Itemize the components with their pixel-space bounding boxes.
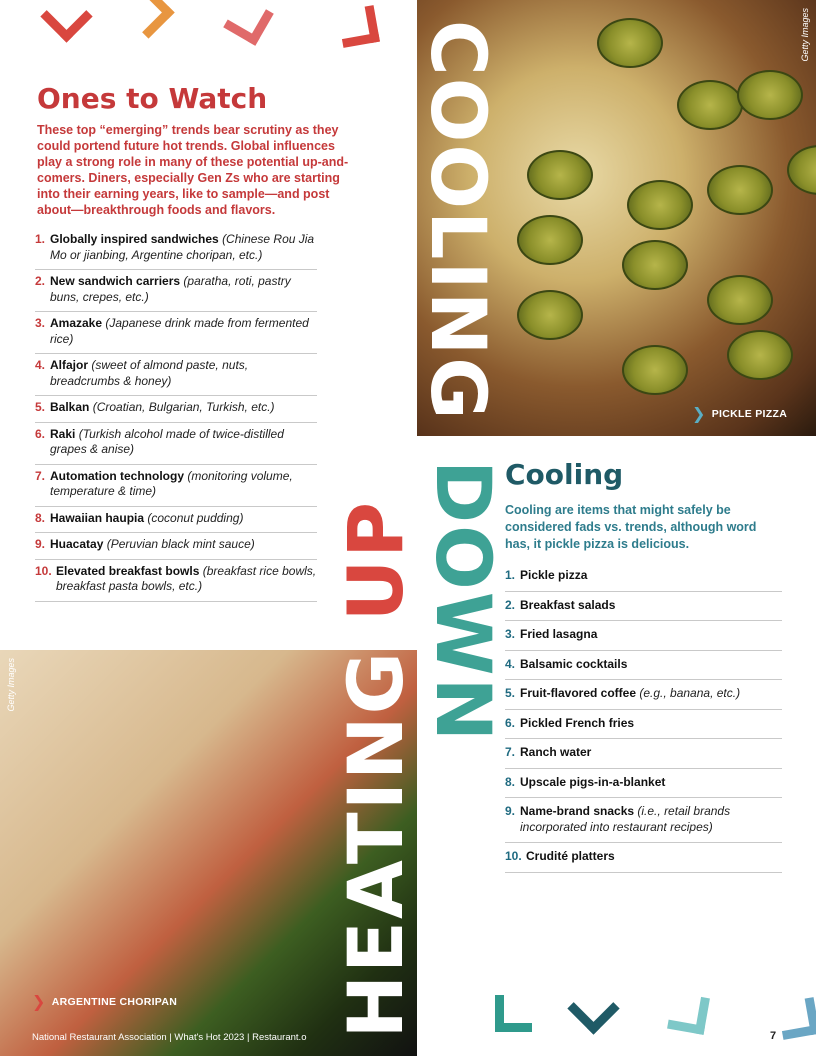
decor-chevron-red-2 (337, 5, 380, 48)
word-cooling: COOLING (414, 20, 503, 422)
list-item: 1. Pickle pizza (505, 562, 782, 592)
list-item: 8. Hawaiian haupia (coconut pudding) (35, 507, 317, 534)
cooling-intro: Cooling are items that might safely be considered fads vs. trends, although word has, it pickle pizza is delicious. (505, 503, 757, 551)
list-item: 3. Fried lasagna (505, 621, 782, 651)
decor-chevron-pink (223, 0, 274, 46)
chevron-right-icon: ❯ (692, 406, 706, 423)
list-item: 1. Globally inspired sandwiches (Chinese Rou Jia Mo or jianbing, Argentine choripan, etc.) (35, 228, 317, 270)
list-item: 6. Raki (Turkish alcohol made of twice-distilled grapes & anise) (35, 423, 317, 465)
cooling-list (505, 562, 782, 873)
ones-to-watch-intro: These top “emerging” trends bear scrutiny as they could portend future hot trends. Global influences play a strong role in many of these potential up-and-comers. Diners, especially Gen Zs who are starting into their earning years, like to sample—and post about—breakthrough foods and flavors. (37, 123, 349, 217)
decor-chevron-light-teal (667, 992, 710, 1035)
decor-chevron-blue (777, 997, 816, 1040)
list-item: 10. Elevated breakfast bowls (breakfast rice bowls, breakfast pasta bowls, etc.) (35, 560, 317, 602)
sandwich-caption-text: ARGENTINE CHORIPAN (51, 995, 178, 1008)
decor-chevron-red (40, 0, 92, 43)
cooling-title: Cooling (505, 458, 624, 491)
word-down: DOWN (419, 460, 508, 744)
list-item: 5. Fruit-flavored coffee (e.g., banana, etc.) (505, 680, 782, 710)
photo-credit-top: Getty Images (800, 8, 810, 62)
decor-chevron-dark-teal (567, 982, 619, 1034)
decor-chevron-orange (122, 0, 174, 39)
decor-chevron-teal (495, 995, 532, 1032)
photo-credit-bottom: Getty Images (6, 658, 16, 712)
list-item: 3. Amazake (Japanese drink made from fermented rice) (35, 312, 317, 354)
list-item: 7. Ranch water (505, 739, 782, 769)
list-item: 8. Upscale pigs-in-a-blanket (505, 769, 782, 799)
list-item: 5. Balkan (Croatian, Bulgarian, Turkish, etc.) (35, 396, 317, 423)
list-item: 4. Balsamic cocktails (505, 651, 782, 681)
list-item: 2. Breakfast salads (505, 592, 782, 622)
list-item: 9. Name-brand snacks (i.e., retail brands incorporated into restaurant recipes) (505, 798, 782, 843)
ones-to-watch-list (35, 228, 317, 602)
word-heating: HEATING (331, 650, 420, 1039)
word-up: UP (331, 500, 420, 622)
ones-to-watch-title: Ones to Watch (37, 82, 268, 115)
pizza-caption (692, 404, 787, 424)
pizza-caption-text: PICKLE PIZZA (711, 407, 788, 420)
list-item: 6. Pickled French fries (505, 710, 782, 740)
page-number: 7 (770, 1030, 777, 1042)
sandwich-caption (32, 992, 177, 1012)
list-item: 2. New sandwich carriers (paratha, roti, pastry buns, crepes, etc.) (35, 270, 317, 312)
list-item: 4. Alfajor (sweet of almond paste, nuts, breadcrumbs & honey) (35, 354, 317, 396)
list-item: 10. Crudité platters (505, 843, 782, 873)
list-item: 9. Huacatay (Peruvian black mint sauce) (35, 533, 317, 560)
footer-text: National Restaurant Association | What's Hot 2023 | Restaurant.o (32, 1032, 307, 1043)
chevron-right-icon: ❯ (32, 994, 46, 1011)
list-item: 7. Automation technology (monitoring volume, temperature & time) (35, 465, 317, 507)
